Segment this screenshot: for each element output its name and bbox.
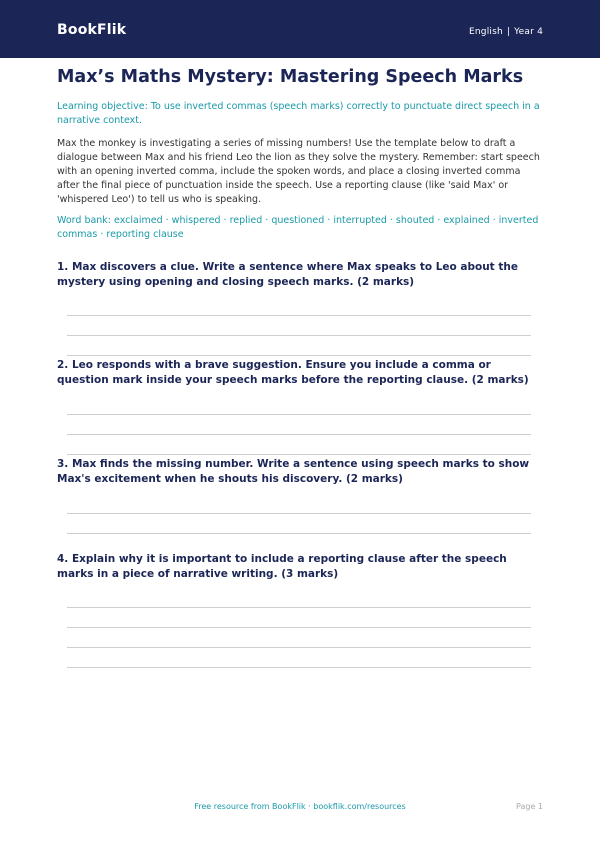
answer-line[interactable]: [67, 335, 531, 336]
intro-paragraph: Max the monkey is investigating a series of missing numbers! Use the template below to draft a dialogue between Max and his friend Leo the lion as they solve the mystery. Remember: start speech with an opening inverted comma, include the spoken words, and place a closing inverted comma after the final piece of punctuation inside the speech. Use a reporting clause (like 'said Max' or 'whispered Leo') to tell us who is speaking.: [57, 138, 540, 205]
answer-lines-2: [67, 414, 531, 455]
answer-lines-1: [67, 315, 531, 356]
answer-line[interactable]: [67, 647, 531, 648]
answer-lines-4: [67, 607, 531, 668]
page-title: Max’s Maths Mystery: Mastering Speech Marks: [57, 67, 524, 87]
worksheet-content: [57, 66, 543, 668]
question-2: 2. Leo responds with a brave suggestion. Ensure you include a comma or question mark inside your speech marks before the reporting clause. (2 marks): [57, 359, 529, 386]
learning-objective: Learning objective: To use inverted commas (speech marks) correctly to punctuate direct speech in a narrative context.: [57, 101, 540, 126]
answer-line[interactable]: [67, 454, 531, 455]
answer-line[interactable]: [67, 607, 531, 608]
answer-line[interactable]: [67, 513, 531, 514]
answer-line[interactable]: [67, 355, 531, 356]
subject-label: English: [469, 27, 503, 37]
footer-credit: Free resource from BookFlik · bookflik.com/resources: [194, 802, 406, 811]
question-1: 1. Max discovers a clue. Write a sentence where Max speaks to Leo about the mystery using opening and closing speech marks. (2 marks): [57, 261, 518, 288]
answer-line[interactable]: [67, 533, 531, 534]
header-meta: [469, 27, 543, 37]
answer-line[interactable]: [67, 667, 531, 668]
question-4: 4. Explain why it is important to include a reporting clause after the speech marks in a piece of narrative writing. (3 marks): [57, 553, 507, 580]
year-label: Year 4: [514, 27, 543, 37]
answer-line[interactable]: [67, 434, 531, 435]
header-separator: |: [506, 27, 511, 37]
answer-line[interactable]: [67, 627, 531, 628]
word-bank: Word bank: exclaimed · whispered · replied · questioned · interrupted · shouted · explained · inverted commas · reporting clause: [57, 215, 539, 240]
page-number: Page 1: [516, 802, 543, 811]
brand-logo-text: BookFlik: [57, 22, 127, 38]
question-3: 3. Max finds the missing number. Write a sentence using speech marks to show Max's excitement when he shouts his discovery. (2 marks): [57, 458, 530, 485]
page-header: [0, 0, 600, 58]
answer-line[interactable]: [67, 414, 531, 415]
answer-lines-3: [67, 513, 531, 534]
answer-line[interactable]: [67, 315, 531, 316]
